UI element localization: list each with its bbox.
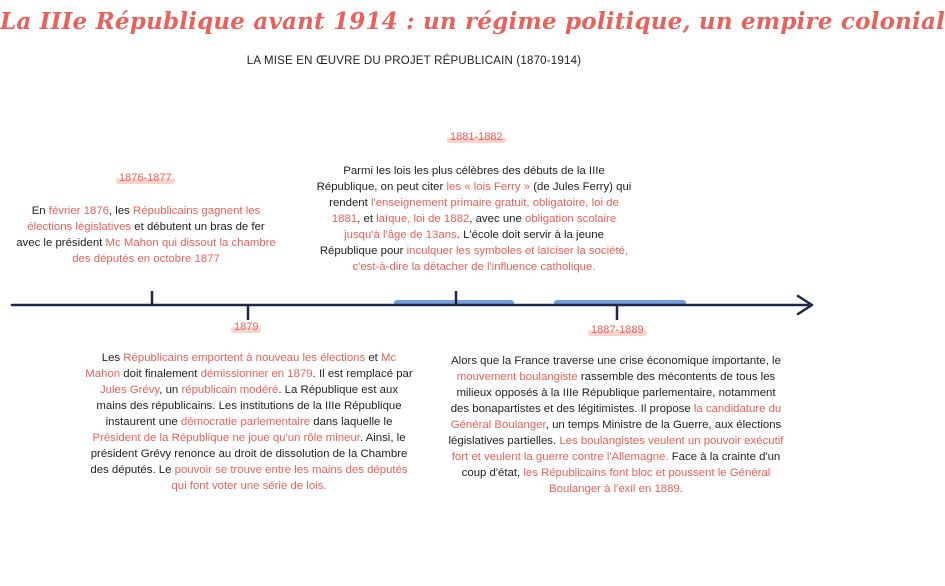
event-1881-highlight: l'enseignement primaire gratuit, obligatoire, loi de 1881 [331,197,619,225]
event-1879-highlight: démocratie parlementaire [180,416,311,428]
event-1876-text: et débutent un bras de fer avec le président [16,221,265,249]
event-text-1879 [84,350,414,494]
event-1879-text: . La République est aux mains des républicains. Les institutions de la IIIe République instaurent une [96,384,402,428]
event-1879-text: . Il est remplacé par [312,368,413,380]
event-text-1876 [14,203,278,267]
event-1887-highlight: la candidature du Général Boulanger [450,403,782,431]
event-text-1881 [316,163,632,275]
event-1879-text: et [365,352,382,364]
event-1879-highlight: Jules Grévy [99,384,160,396]
event-1879-text: dans laquelle le [310,416,393,428]
event-1879-text: Les [101,352,124,364]
event-1881-text: . L'école doit servir à la jeune République pour [319,229,604,257]
event-1881-text: , et [357,213,377,225]
event-1876-highlight: février 1876 [48,205,109,217]
event-date-1876: 1876-1877 [116,172,175,184]
event-1887-text: , un temps Ministre de la Guerre, aux élections législatives partielles. [448,419,782,447]
event-1881-highlight: les « lois Ferry » [446,181,531,193]
event-1881-text: Parmi les lois les plus célèbres des débuts de la IIIe République, on peut citer [316,165,605,193]
event-1881-highlight: laïque, loi de 1882 [376,213,470,225]
event-1881-highlight: inculquer les symboles et laïciser la société, c'est-à-dire la détacher de l'influence catholique. [352,245,629,273]
event-date-1879: 1879 [231,321,261,333]
event-1887-highlight: mouvement boulangiste [456,371,578,383]
event-1887-highlight: les Républicains font bloc et poussent le Général Boulanger à l'exil en 1889. [523,467,771,495]
event-text-1887 [446,353,786,497]
event-1887-text: Alors que la France traverse une crise économique importante, le [451,355,781,367]
event-1876-text: , les [108,205,134,217]
event-1876-text: En [31,205,49,217]
event-1887-text: rassemble des mécontents de tous les milieux opposés à la IIIe République parlementaire, notamment des bonapartistes et des légitimistes. Il propose [450,371,776,415]
event-1881-text: , avec une [469,213,525,225]
page-subtitle: LA MISE EN ŒUVRE DU PROJET RÉPUBLICAIN (1870-1914) [246,55,582,67]
event-1879-text: , un [159,384,182,396]
event-1887-text: Face à la crainte d'un coup d'état, [461,451,781,479]
event-1887-highlight: Les boulangistes veulent un pouvoir exécutif fort et veulent la guerre contre l'Allemagne. [451,435,784,463]
event-1879-highlight: Président de la République ne joue qu'un rôle mineur [92,432,360,444]
event-1879-text: doit finalement [120,368,201,380]
event-1879-text: . Ainsi, le président Grévy renonce au droit de dissolution de la Chambre des députés. Le [90,432,408,476]
event-1876-highlight: Républicains gagnent les élections législatives [27,205,261,233]
event-1881-text: (de Jules Ferry) qui rendent [329,181,632,209]
event-1881-highlight: obligation scolaire jusqu'à l'âge de 13ans [344,213,617,241]
event-1879-highlight: démissionner en 1879 [200,368,313,380]
event-1876-highlight: Mc Mahon qui dissout la chambre des députés en octobre 1877 [72,237,276,265]
event-1879-highlight: pouvoir se trouve entre les mains des députés qui font voter une série de lois. [171,464,408,492]
page-title: La IIIe République avant 1914 : un régime politique, un empire colonial [0,8,945,35]
event-1879-highlight: Républicains emportent à nouveau les élections [123,352,366,364]
event-1879-highlight: Mc Mahon [85,352,397,380]
event-date-1887: 1887-1889 [588,324,647,336]
event-date-1881: 1881-1882 [447,131,506,143]
event-1879-highlight: républicain modéré [181,384,279,396]
